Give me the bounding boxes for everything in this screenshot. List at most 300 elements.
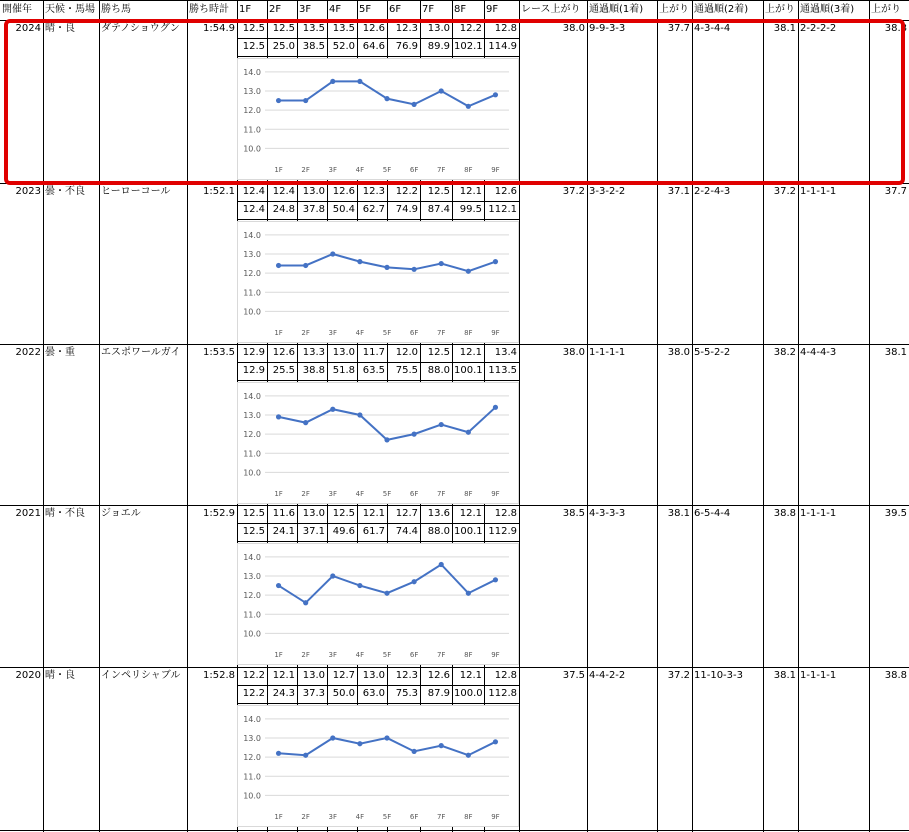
cell-race-last[interactable]: 37.2 xyxy=(562,186,585,197)
cell-lap[interactable]: 12.2 xyxy=(459,23,482,34)
cell-cumulative[interactable]: 112.8 xyxy=(488,688,517,699)
x-tick-label: 4F xyxy=(355,651,365,659)
cell-cumulative[interactable]: 50.4 xyxy=(332,204,355,215)
data-point xyxy=(276,583,281,588)
x-tick-label: 8F xyxy=(464,813,473,821)
cell-lap[interactable]: 13.0 xyxy=(427,23,450,34)
cell-cumulative[interactable]: 12.2 xyxy=(242,688,265,699)
cell-lap[interactable]: 12.5 xyxy=(242,508,265,519)
cell-cumulative[interactable]: 63.0 xyxy=(362,688,385,699)
cell-cumulative[interactable]: 24.3 xyxy=(272,688,295,699)
cell-cumulative[interactable]: 114.9 xyxy=(488,41,517,52)
grid-line xyxy=(237,380,519,381)
chart-frame xyxy=(238,383,519,504)
cell-cumulative[interactable]: 62.7 xyxy=(362,204,385,215)
cell-cumulative[interactable]: 74.4 xyxy=(395,526,418,537)
x-tick-label: 6F xyxy=(409,166,419,174)
cell-pass-3rd[interactable]: 1-1-1-1 xyxy=(800,670,837,681)
cell-lap[interactable]: 12.5 xyxy=(242,23,265,34)
grid-line xyxy=(237,541,519,542)
cell-year[interactable]: 2023 xyxy=(15,186,41,197)
cell-cumulative[interactable]: 37.1 xyxy=(302,526,325,537)
x-tick-label: 3F xyxy=(328,813,338,821)
x-tick-label: 1F xyxy=(274,329,283,337)
column-header[interactable]: 勝ち馬 xyxy=(101,4,131,15)
x-tick-label: 9F xyxy=(491,651,500,659)
grid-line xyxy=(237,362,519,363)
data-point xyxy=(466,430,471,435)
cell-last-2nd[interactable]: 38.2 xyxy=(773,347,796,358)
cell-lap[interactable]: 12.5 xyxy=(332,508,355,519)
lap-time-chart[interactable] xyxy=(237,221,519,343)
y-tick-label: 12.0 xyxy=(243,106,261,116)
cell-cumulative[interactable]: 12.4 xyxy=(242,204,265,215)
cell-lap[interactable]: 11.7 xyxy=(362,347,385,358)
cell-lap[interactable]: 12.5 xyxy=(427,347,450,358)
cell-year[interactable]: 2020 xyxy=(15,670,41,681)
chart-frame xyxy=(238,59,519,180)
x-tick-label: 9F xyxy=(491,329,500,337)
cell-pass-1st[interactable]: 3-3-2-2 xyxy=(589,186,626,197)
x-tick-label: 5F xyxy=(382,651,392,659)
cell-pass-2nd[interactable]: 2-2-4-3 xyxy=(694,186,731,197)
y-tick-label: 12.0 xyxy=(243,430,261,440)
data-point xyxy=(330,573,335,578)
x-tick-label: 3F xyxy=(328,651,338,659)
cell-cumulative[interactable]: 63.5 xyxy=(362,365,385,376)
data-point xyxy=(384,735,389,740)
cell-lap[interactable]: 12.5 xyxy=(427,186,450,197)
cell-last-2nd[interactable]: 38.1 xyxy=(773,670,796,681)
column-border xyxy=(692,0,693,832)
data-point xyxy=(412,432,417,437)
cell-lap[interactable]: 12.6 xyxy=(494,186,517,197)
y-tick-label: 13.0 xyxy=(243,249,261,259)
x-tick-label: 6F xyxy=(409,329,419,337)
column-border xyxy=(869,0,870,832)
cell-cumulative[interactable]: 112.1 xyxy=(488,204,517,215)
column-header[interactable]: 開催年 xyxy=(2,4,32,15)
cell-cumulative[interactable]: 12.9 xyxy=(242,365,265,376)
x-tick-label: 1F xyxy=(274,166,283,174)
cell-lap[interactable]: 11.6 xyxy=(272,508,295,519)
data-point xyxy=(303,263,308,268)
cell-winner[interactable]: インペリシャブル xyxy=(101,670,181,681)
data-point xyxy=(493,259,498,264)
column-header[interactable]: 7F xyxy=(422,4,435,15)
grid-line xyxy=(237,201,519,202)
data-point xyxy=(466,104,471,109)
cell-time[interactable]: 1:52.8 xyxy=(203,670,235,681)
x-tick-label: 9F xyxy=(491,813,500,821)
cell-cumulative[interactable]: 112.9 xyxy=(488,526,517,537)
cell-pass-3rd[interactable]: 4-4-4-3 xyxy=(800,347,837,358)
y-tick-label: 11.0 xyxy=(243,772,261,782)
cell-lap[interactable]: 12.1 xyxy=(459,670,482,681)
x-tick-label: 9F xyxy=(491,490,500,498)
cell-cumulative[interactable]: 37.8 xyxy=(302,204,325,215)
x-tick-label: 6F xyxy=(409,651,419,659)
cell-weather[interactable]: 晴・良 xyxy=(45,670,75,681)
row-border xyxy=(0,505,909,506)
cell-last-1st[interactable]: 38.0 xyxy=(667,347,690,358)
cell-year[interactable]: 2024 xyxy=(15,23,41,34)
cell-lap[interactable]: 13.0 xyxy=(302,186,325,197)
cell-last-1st[interactable]: 38.1 xyxy=(667,508,690,519)
cell-cumulative[interactable]: 88.0 xyxy=(427,526,450,537)
column-header[interactable]: 3F xyxy=(299,4,312,15)
data-point xyxy=(357,79,362,84)
column-header[interactable]: 2F xyxy=(269,4,282,15)
column-header[interactable]: 通過順(3着) xyxy=(800,4,855,15)
cell-lap[interactable]: 12.3 xyxy=(362,186,385,197)
data-point xyxy=(412,579,417,584)
cell-lap[interactable]: 13.4 xyxy=(494,347,517,358)
x-tick-label: 7F xyxy=(436,651,446,659)
column-header[interactable]: 4F xyxy=(329,4,342,15)
y-tick-label: 10.0 xyxy=(243,629,261,639)
cell-cumulative[interactable]: 12.5 xyxy=(242,41,265,52)
column-header[interactable]: 勝ち時計 xyxy=(189,4,229,15)
cell-cumulative[interactable]: 100.1 xyxy=(454,365,483,376)
cell-lap[interactable]: 12.7 xyxy=(395,508,418,519)
column-header[interactable]: 上がり xyxy=(871,4,901,15)
cell-cumulative[interactable]: 89.9 xyxy=(427,41,450,52)
cell-cumulative[interactable]: 75.3 xyxy=(395,688,418,699)
cell-lap[interactable]: 12.8 xyxy=(494,670,517,681)
y-tick-label: 11.0 xyxy=(243,288,261,298)
lap-time-chart[interactable] xyxy=(237,382,519,504)
data-point xyxy=(357,412,362,417)
column-header[interactable]: 通過順(1着) xyxy=(589,4,644,15)
x-tick-label: 6F xyxy=(409,490,419,498)
column-header[interactable]: 上がり xyxy=(765,4,795,15)
column-header[interactable]: 上がり xyxy=(659,4,689,15)
cell-cumulative[interactable]: 52.0 xyxy=(332,41,355,52)
cell-year[interactable]: 2021 xyxy=(15,508,41,519)
data-point xyxy=(493,739,498,744)
column-header[interactable]: 9F xyxy=(486,4,499,15)
cell-cumulative[interactable]: 100.1 xyxy=(454,526,483,537)
cell-cumulative[interactable]: 88.0 xyxy=(427,365,450,376)
x-tick-label: 3F xyxy=(328,166,338,174)
cell-race-last[interactable]: 38.5 xyxy=(562,508,585,519)
cell-weather[interactable]: 晴・不良 xyxy=(45,508,85,519)
column-header[interactable]: 通過順(2着) xyxy=(694,4,749,15)
data-point xyxy=(412,102,417,107)
lap-time-chart[interactable] xyxy=(237,58,519,180)
cell-last-3rd[interactable]: 38.8 xyxy=(884,670,907,681)
cell-cumulative[interactable]: 64.6 xyxy=(362,41,385,52)
x-tick-label: 2F xyxy=(301,813,310,821)
cell-lap[interactable]: 13.5 xyxy=(302,23,325,34)
x-tick-label: 7F xyxy=(436,490,446,498)
data-point xyxy=(276,751,281,756)
cell-cumulative[interactable]: 87.4 xyxy=(427,204,450,215)
cell-pass-1st[interactable]: 4-3-3-3 xyxy=(589,508,626,519)
data-point xyxy=(439,88,444,93)
x-tick-label: 4F xyxy=(355,490,365,498)
cell-lap[interactable]: 12.5 xyxy=(272,23,295,34)
data-point xyxy=(493,577,498,582)
cell-lap[interactable]: 12.6 xyxy=(272,347,295,358)
data-point xyxy=(330,407,335,412)
cell-cumulative[interactable]: 76.9 xyxy=(395,41,418,52)
cell-lap[interactable]: 12.9 xyxy=(242,347,265,358)
x-tick-label: 5F xyxy=(382,490,392,498)
data-point xyxy=(330,79,335,84)
cell-winner[interactable]: ジョエル xyxy=(101,508,141,519)
y-tick-label: 13.0 xyxy=(243,733,261,743)
column-border xyxy=(798,0,799,832)
cell-lap[interactable]: 12.7 xyxy=(332,670,355,681)
cell-cumulative[interactable]: 75.5 xyxy=(395,365,418,376)
cell-pass-1st[interactable]: 4-4-2-2 xyxy=(589,670,626,681)
column-header[interactable]: レース上がり xyxy=(521,4,581,15)
cell-lap[interactable]: 12.6 xyxy=(362,23,385,34)
column-border xyxy=(763,0,764,832)
x-tick-label: 9F xyxy=(491,166,500,174)
x-tick-label: 7F xyxy=(436,166,446,174)
data-point xyxy=(384,96,389,101)
data-point xyxy=(330,251,335,256)
y-tick-label: 12.0 xyxy=(243,591,261,601)
column-header[interactable]: 1F xyxy=(239,4,252,15)
column-header[interactable]: 6F xyxy=(389,4,402,15)
cell-time[interactable]: 1:54.9 xyxy=(203,23,235,34)
cell-time[interactable]: 1:52.9 xyxy=(203,508,235,519)
y-tick-label: 10.0 xyxy=(243,307,261,317)
x-tick-label: 1F xyxy=(274,490,283,498)
data-point xyxy=(412,749,417,754)
cell-cumulative[interactable]: 38.5 xyxy=(302,41,325,52)
cell-cumulative[interactable]: 37.3 xyxy=(302,688,325,699)
cell-lap[interactable]: 13.5 xyxy=(332,23,355,34)
grid-line xyxy=(237,523,519,524)
cell-cumulative[interactable]: 99.5 xyxy=(459,204,482,215)
y-tick-label: 11.0 xyxy=(243,125,261,135)
cell-winner[interactable]: ヒーローコール xyxy=(101,186,171,197)
cell-cumulative[interactable]: 74.9 xyxy=(395,204,418,215)
y-tick-label: 10.0 xyxy=(243,791,261,801)
x-tick-label: 5F xyxy=(382,329,392,337)
data-point xyxy=(439,422,444,427)
y-tick-label: 13.0 xyxy=(243,410,261,420)
cell-lap[interactable]: 12.4 xyxy=(242,186,265,197)
y-tick-label: 11.0 xyxy=(243,449,261,459)
column-header[interactable]: 天候・馬場 xyxy=(45,4,95,15)
cell-last-3rd[interactable]: 37.7 xyxy=(884,186,907,197)
cell-lap[interactable]: 12.4 xyxy=(272,186,295,197)
cell-lap[interactable]: 12.1 xyxy=(459,508,482,519)
x-tick-label: 6F xyxy=(409,813,419,821)
cell-lap[interactable]: 12.6 xyxy=(332,186,355,197)
cell-cumulative[interactable]: 100.0 xyxy=(454,688,483,699)
grid-line xyxy=(237,56,519,57)
cell-race-last[interactable]: 38.0 xyxy=(562,23,585,34)
cell-cumulative[interactable]: 38.8 xyxy=(302,365,325,376)
cell-time[interactable]: 1:53.5 xyxy=(203,347,235,358)
chart-frame xyxy=(238,544,519,665)
x-tick-label: 7F xyxy=(436,813,446,821)
grid-line xyxy=(237,38,519,39)
cell-cumulative[interactable]: 102.1 xyxy=(454,41,483,52)
cell-pass-3rd[interactable]: 1-1-1-1 xyxy=(800,186,837,197)
y-tick-label: 12.0 xyxy=(243,753,261,763)
column-header[interactable]: 5F xyxy=(359,4,372,15)
cell-lap[interactable]: 13.0 xyxy=(362,670,385,681)
cell-winner[interactable]: ダテノショウグン xyxy=(101,23,180,34)
column-border xyxy=(99,0,100,832)
cell-time[interactable]: 1:52.1 xyxy=(203,186,235,197)
lap-time-chart[interactable] xyxy=(237,705,519,827)
data-point xyxy=(466,269,471,274)
cell-lap[interactable]: 13.0 xyxy=(302,670,325,681)
cell-lap[interactable]: 12.1 xyxy=(272,670,295,681)
x-tick-label: 2F xyxy=(301,651,310,659)
cell-weather[interactable]: 曇・重 xyxy=(45,347,75,358)
cell-pass-2nd[interactable]: 5-5-2-2 xyxy=(694,347,731,358)
x-tick-label: 8F xyxy=(464,329,473,337)
cell-last-2nd[interactable]: 37.2 xyxy=(773,186,796,197)
cell-cumulative[interactable]: 24.1 xyxy=(272,526,295,537)
data-point xyxy=(439,261,444,266)
cell-cumulative[interactable]: 50.0 xyxy=(332,688,355,699)
y-tick-label: 11.0 xyxy=(243,610,261,620)
cell-lap[interactable]: 12.8 xyxy=(494,508,517,519)
lap-time-chart[interactable] xyxy=(237,543,519,665)
cell-lap[interactable]: 13.0 xyxy=(332,347,355,358)
cell-last-3rd[interactable]: 38.1 xyxy=(884,347,907,358)
y-tick-label: 14.0 xyxy=(243,714,261,724)
column-border xyxy=(519,0,520,832)
cell-cumulative[interactable]: 113.5 xyxy=(488,365,517,376)
cell-last-1st[interactable]: 37.7 xyxy=(667,23,690,34)
row-border xyxy=(0,667,909,668)
cell-lap[interactable]: 12.1 xyxy=(459,347,482,358)
cell-year[interactable]: 2022 xyxy=(15,347,41,358)
x-tick-label: 4F xyxy=(355,813,365,821)
cell-cumulative[interactable]: 24.8 xyxy=(272,204,295,215)
cell-lap[interactable]: 13.6 xyxy=(427,508,450,519)
x-tick-label: 1F xyxy=(274,651,283,659)
cell-pass-3rd[interactable]: 1-1-1-1 xyxy=(800,508,837,519)
data-point xyxy=(276,98,281,103)
cell-cumulative[interactable]: 25.0 xyxy=(272,41,295,52)
cell-cumulative[interactable]: 87.9 xyxy=(427,688,450,699)
cell-last-1st[interactable]: 37.1 xyxy=(667,186,690,197)
column-header[interactable]: 8F xyxy=(454,4,467,15)
data-point xyxy=(439,562,444,567)
cell-lap[interactable]: 12.1 xyxy=(362,508,385,519)
data-point xyxy=(384,591,389,596)
x-tick-label: 7F xyxy=(436,329,446,337)
data-point xyxy=(493,405,498,410)
cell-lap[interactable]: 12.1 xyxy=(459,186,482,197)
cell-last-2nd[interactable]: 38.1 xyxy=(773,23,796,34)
x-tick-label: 2F xyxy=(301,329,310,337)
x-tick-label: 5F xyxy=(382,813,392,821)
data-point xyxy=(303,98,308,103)
cell-weather[interactable]: 晴・良 xyxy=(45,23,75,34)
data-point xyxy=(466,591,471,596)
cell-pass-3rd[interactable]: 2-2-2-2 xyxy=(800,23,837,34)
cell-lap[interactable]: 12.2 xyxy=(242,670,265,681)
y-tick-label: 10.0 xyxy=(243,468,261,478)
cell-last-3rd[interactable]: 39.5 xyxy=(884,508,907,519)
row-border xyxy=(0,830,909,831)
cell-lap[interactable]: 12.3 xyxy=(395,23,418,34)
cell-lap[interactable]: 12.3 xyxy=(395,670,418,681)
cell-last-3rd[interactable]: 38.8 xyxy=(884,23,907,34)
data-point xyxy=(466,753,471,758)
data-point xyxy=(276,263,281,268)
cell-lap[interactable]: 12.8 xyxy=(494,23,517,34)
data-point xyxy=(303,420,308,425)
grid-line xyxy=(237,685,519,686)
cell-pass-2nd[interactable]: 11-10-3-3 xyxy=(694,670,743,681)
x-tick-label: 5F xyxy=(382,166,392,174)
cell-race-last[interactable]: 37.5 xyxy=(562,670,585,681)
data-point xyxy=(276,414,281,419)
x-tick-label: 4F xyxy=(355,329,365,337)
grid-line xyxy=(237,703,519,704)
cell-last-1st[interactable]: 37.2 xyxy=(667,670,690,681)
x-tick-label: 4F xyxy=(355,166,365,174)
row-border xyxy=(0,183,909,184)
column-border xyxy=(657,0,658,832)
x-tick-label: 8F xyxy=(464,490,473,498)
cell-race-last[interactable]: 38.0 xyxy=(562,347,585,358)
grid-line xyxy=(0,0,909,1)
cell-pass-1st[interactable]: 9-9-3-3 xyxy=(589,23,626,34)
data-point xyxy=(357,259,362,264)
cell-pass-2nd[interactable]: 6-5-4-4 xyxy=(694,508,731,519)
column-border xyxy=(43,0,44,832)
cell-lap[interactable]: 13.3 xyxy=(302,347,325,358)
x-tick-label: 1F xyxy=(274,813,283,821)
cell-cumulative[interactable]: 12.5 xyxy=(242,526,265,537)
data-point xyxy=(357,741,362,746)
x-tick-label: 3F xyxy=(328,329,338,337)
cell-pass-1st[interactable]: 1-1-1-1 xyxy=(589,347,626,358)
cell-weather[interactable]: 曇・不良 xyxy=(45,186,85,197)
cell-lap[interactable]: 12.2 xyxy=(395,186,418,197)
y-tick-label: 13.0 xyxy=(243,571,261,581)
data-point xyxy=(439,743,444,748)
cell-lap[interactable]: 12.0 xyxy=(395,347,418,358)
cell-winner[interactable]: エスポワールガイ xyxy=(101,347,181,358)
x-tick-label: 3F xyxy=(328,490,338,498)
cell-lap[interactable]: 13.0 xyxy=(302,508,325,519)
cell-cumulative[interactable]: 51.8 xyxy=(332,365,355,376)
y-tick-label: 14.0 xyxy=(243,552,261,562)
y-tick-label: 14.0 xyxy=(243,67,261,77)
data-point xyxy=(384,265,389,270)
cell-last-2nd[interactable]: 38.8 xyxy=(773,508,796,519)
x-tick-label: 8F xyxy=(464,651,473,659)
cell-lap[interactable]: 12.6 xyxy=(427,670,450,681)
cell-cumulative[interactable]: 49.6 xyxy=(332,526,355,537)
y-tick-label: 12.0 xyxy=(243,269,261,279)
x-tick-label: 2F xyxy=(301,490,310,498)
column-border xyxy=(187,0,188,832)
y-tick-label: 13.0 xyxy=(243,86,261,96)
x-tick-label: 2F xyxy=(301,166,310,174)
cell-cumulative[interactable]: 61.7 xyxy=(362,526,385,537)
cell-cumulative[interactable]: 25.5 xyxy=(272,365,295,376)
cell-pass-2nd[interactable]: 4-3-4-4 xyxy=(694,23,731,34)
